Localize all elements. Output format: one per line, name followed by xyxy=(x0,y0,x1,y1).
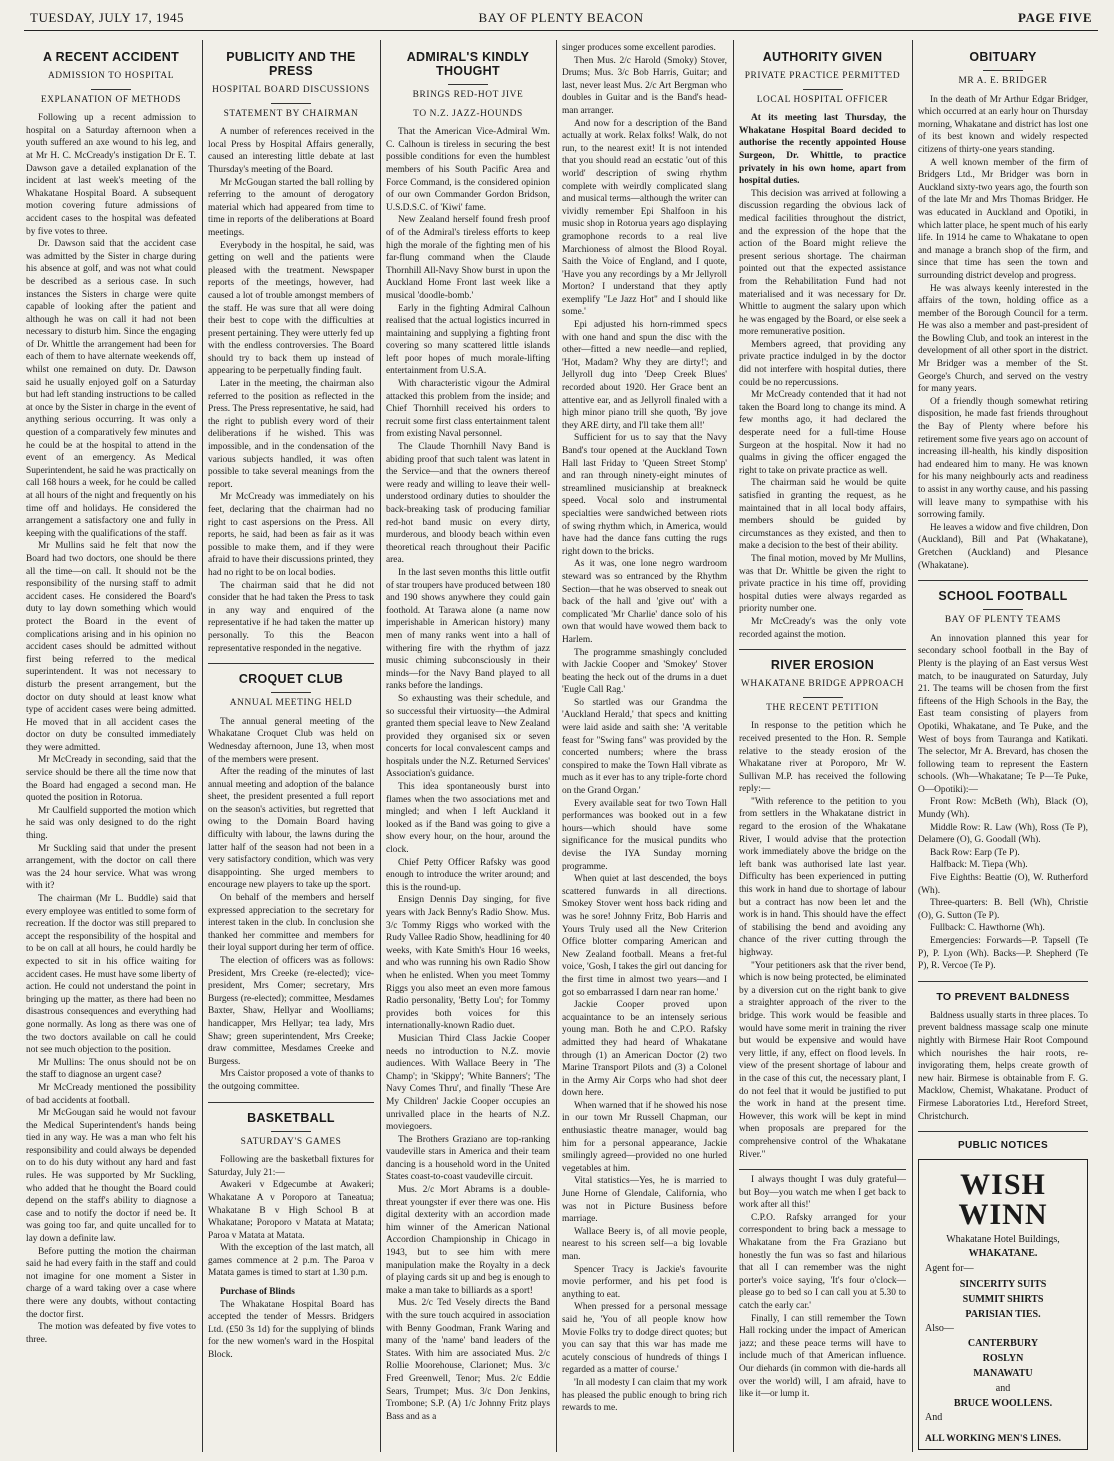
ad-brand: BRUCE WOOLLENS. xyxy=(953,1398,1053,1410)
ad-also: Also— xyxy=(925,1322,954,1334)
paragraph: The Whakatane Hospital Board has accepted the tender of Messrs. Bridgers Ltd. (£50 3s 1d) for the supplying of blinds for the new women's ward in the Hospital Block. xyxy=(208,1299,374,1361)
authority-subhead-2: LOCAL HOSPITAL OFFICER xyxy=(756,94,889,105)
paragraph: So startled was our Grandma the 'Auckland Herald,' that specs and knitting were laid aside and saith she: 'A veritable feast for "Swing fans" was provided by the concerted numbers; where the brass conspired to make the Town Hall vibrate as much as it ever has to any triple-forte chord on the Grand Organ.' xyxy=(562,697,727,797)
column-2 xyxy=(208,42,374,1452)
lineup-line: Five Eighths: Beattie (O), W. Rutherford (Wh). xyxy=(918,873,1088,896)
admiral-subhead-2: TO N.Z. JAZZ-HOUNDS xyxy=(413,108,523,119)
paragraph: Mr McCready's was the only vote recorded against the motion. xyxy=(739,616,906,640)
publicity-subhead-2: STATEMENT BY CHAIRMAN xyxy=(223,108,359,119)
lineup-line: Back Row: Earp (Te P). xyxy=(930,847,1020,858)
section-divider xyxy=(918,1131,1088,1132)
paragraph: Ensign Dennis Day singing, for five years with Jack Benny's Radio Show. Mus. 3/c Tommy Riggs who worked with the Rudy Vallee Radio Show, headlining for 40 weeks, with Kate Smith's Hour 16 weeks, and who was running his own Radio Show when he enlisted. When you meet Tommy Riggs you also meet an even more famous Radio personality, 'Betty Lou'; for Tommy provides both voices for this internationally-known Radio duet. xyxy=(386,895,550,1032)
paragraph: C.P.O. Rafsky arranged for your correspondent to bring back a message to Whakatane from the Fra Graziano but honestly the fun was so fast and hilarious that all I can remember was the night porter's voice saying, 'It's four o'clock—please go to bed so I can call you at 5.30 to catch the early car.' xyxy=(739,1212,906,1312)
publicity-headline: PUBLICITY AND THE PRESS xyxy=(226,50,356,78)
paragraph: When warned that if he showed his nose in our town Mr Russell Chapman, our enthusiastic theatre manager, would bag him for a personal appearance, Jackie smilingly agreed—provided no one hurled vegetables at him. xyxy=(562,1100,727,1174)
paragraph: So exhausting was their schedule, and so successful their virtuosity—the Admiral granted them special leave to New Zealand provided they organised six or seven concerts for local convalescent camps and hospitals under the N.Z. Returned Services' Association's guidance. xyxy=(386,693,550,780)
paragraph: "Your petitioners ask that the river bend, which is now being protected, be eliminated by a diversion cut on the right bank to give a straighter approach of the river to the bridge. This work would be feasible and would have some merit in training the river but would be expensive and would have very little, if any, effect on flood levels. In view of the present shortage of labour and in the case of this cut, the necessary plant, I do not feel that it would be justified to put the work in hand at the present time. However, this work will be kept in mind when proposals are prepared for the comprehensive control of the Whakatane River." xyxy=(739,960,906,1160)
paragraph: Baldness usually starts in three places. To prevent baldness massage scalp one minute nightly with Birmese Hair Root Compound which nourishes the hair roots, re-invigorating them, helps create growth of new hair. Birmese is obtainable from F. G. Macklow, Chemist, Whakatane. Product of Firmese Laboratories Ltd., Hereford Street, Christchurch. xyxy=(918,1010,1088,1122)
section-divider xyxy=(208,1102,374,1103)
paragraph: Mus. 2/c Mort Abrams is a double-threat youngster if ever there was one. His digital dexterity with an accordion made him winner of the American National Accordion Championship in Chicago in 1943, but to see him with mere manipulation make the Royalty in a deck of playing cards sit up and beg is enough to make a man take to billiards as a sport! xyxy=(386,1185,550,1296)
paragraph: Finally, I can still remember the Town Hall rocking under the impact of American jazz; and these peace terms will have to include much of that American influence. Our diehards (in common with die-hards all over the world) will, I am afraid, have to like it—or lump it. xyxy=(739,1313,906,1400)
divider xyxy=(803,89,843,90)
masthead-paper-name: BAY OF PLENTY BEACON xyxy=(478,10,644,25)
paragraph: Following are the basketball fixtures for Saturday, July 21:— xyxy=(208,1155,374,1178)
paragraph: Mus. 2/c Ted Vesely directs the Band with the sure touch acquired in association with Benny Goodman, Frank Waring and many of the 'name' band leaders of the States. With him are associated Mus. 2/c Rollie Moorehouse, Clarionet; Mus. 3/c Fred Greenwell, Tenor; Mus. 2/c Eddie Sears, Trumpet; Mus. 3/c Don Jenkins, Trombone; S.P. (A) 1/c Johnny Fritz plays Bass and as a xyxy=(386,1298,550,1422)
paragraph: And now for a description of the Band actually at work. Relax folks! Walk, do not run, to the nearest exit! It is not intended that you should read an ecstatic 'out of this world' description of swing rhythm complete with weirdly complicated slang and musical terms—although the writer can vividly remember Epi Shalfoon in his music shop in Rotorua years ago displaying gramophone records to a real live Marchioness of almost the Blood Royal. Saith the Voice of England, and I quote, 'Have you any recordings by a Mr Jellyroll Morton? I understand that they aptly exemplify "Le Jazz Hot" and I should like some.' xyxy=(562,118,727,318)
ad-title: WISH WINN xyxy=(958,1167,1048,1231)
paragraph: Mr McGougan started the ball rolling by referring to the amount of derogatory material which had appeared from time to time in reports of the deliberations at Board meetings. xyxy=(208,177,374,238)
ad-brand: SUMMIT SHIRTS xyxy=(962,1293,1044,1305)
public-notices-heading: PUBLIC NOTICES xyxy=(957,1140,1049,1152)
paragraph: With the exception of the last match, all games commence at 2 p.m. The Paroa v Matata games is timed to start at 1.30 p.m. xyxy=(208,1243,374,1279)
paragraph: Then Mus. 2/c Harold (Smoky) Stover, Drums; Mus. 3/c Bob Harris, Guitar; and last, never least Mus. 2/c Art Bergman who doubles in Guitar and is the Band's head-man arranger. xyxy=(562,55,727,116)
lineup-line: Halfback: M. Tiepa (Wh). xyxy=(930,860,1028,871)
paragraph: Mr Mullins said he felt that now the Board had two doctors, one should be there all the time—on call. It should not be the responsibility of the nursing staff to admit accident cases. He considered the Board's duty to lay down something which would protect the Board in the event of complications arising and in his opinion no accident cases should be admitted without first being referred to the medical superintendent. It was not necessary to disturb the present arrangement, but the doctor on duty should at least know what type of accident cases were being admitted. He moved that in all accident cases the doctor on duty be consulted immediately they were admitted. xyxy=(26,541,196,753)
paragraph: In the last seven months this little outfit of star troupers have produced between 180 and 190 shows anywhere they could gain foothold. At Tarawa alone (a name now imperishable in American history) many men of many ranks went into a hall of withering fire with the rhythm of jazz music chiming subconsciously in their minds—for the Navy Band played to all ranks before the landings. xyxy=(386,567,550,692)
paragraph: Every available seat for two Town Hall performances was booked out in a few hours—which should have some significance for the musical pundits who devise the IYA Sunday morning programme. xyxy=(562,798,727,872)
paragraph: Mr McGougan said he would not favour the Medical Superintendent's hands being tied in any way. He was a man who felt his responsibility and could always be depended on to do his duty without any hard and fast rules. He was supported by Mr Suckling, who added that he thought the Board could depend on the staff's ability to diagnose a case and to notify the doctor if need be. It was going too far, and quite uncalled for to lay down a definite law. xyxy=(26,1108,196,1245)
paragraph: Mr McCready was immediately on his feet, declaring that the chairman had no right to cast aspersions on the Press. All reports, he said, had been as fair as it was possible to make them, and if they were afraid to have their discussions printed, they had no right to be on local bodies. xyxy=(208,492,374,578)
paragraph: Vital statistics—Yes, he is married to June Horne of Glendale, California, who was not in Picture Business before marriage. xyxy=(562,1176,727,1225)
admiral-subhead-1: BRINGS RED-HOT JIVE xyxy=(412,90,524,100)
section-divider xyxy=(918,580,1088,581)
paragraph: When pressed for a personal message said he, 'You of all people know how Movie Folks try to dodge direct quotes; but you can say that this war has made me acutely conscious of hundreds of things I regarded as a matter of course.' xyxy=(562,1302,727,1376)
paragraph: That the American Vice-Admiral Wm. C. Calhoun is tireless in securing the best possible conditions for even the humblest members of his South Pacific Area and Force Command, is the considered opinion of our own Commander Gordon Bridson, U.S.D.S.C. of 'Kiwi' fame. xyxy=(386,127,550,213)
basketball-headline: BASKETBALL xyxy=(247,1110,335,1125)
ad-footer: ALL WORKING MEN'S LINES. xyxy=(925,1433,1062,1444)
paragraph: The election of officers was as follows: President, Mrs Creeke (re-elected); vice-president, Mrs Comer; secretary, Mrs Burgess (re-elected); committee, Mesdames Baxter, Shaw, Hellyar and Woolliams; handicapper, Mrs Hellyar; tea lady, Mrs Shaw; green superintendent, Mrs Creeke; draw committee, Mesdames Creeke and Burgess. xyxy=(208,956,374,1067)
obituary-headline: OBITUARY xyxy=(969,50,1037,64)
divider xyxy=(983,609,1023,610)
column-5 xyxy=(739,42,906,1452)
football-subhead: BAY OF PLENTY TEAMS xyxy=(944,615,1062,626)
section-divider xyxy=(208,663,374,664)
paragraph: I always thought I was duly grateful—but Boy—you watch me when I get back to work after all this!' xyxy=(739,1175,906,1211)
section-divider xyxy=(739,649,906,650)
croquet-headline: CROQUET CLUB xyxy=(238,672,344,687)
paragraph: This decision was arrived at following a discussion regarding the obvious lack of medical facilities throughout the district, and the expression of the hope that the action of the Board might relieve the present serious shortage. The chairman pointed out that the expected assistance from the Rehabilitation Fund had not materialised and it was necessary for Dr. Whittle to augment the salary upon which he was engaged by the Board, or else seek a more remunerative position. xyxy=(739,188,906,338)
divider xyxy=(271,692,311,693)
lineup-line: Emergencies: Forwards—P. Tapsell (Te P), P. Lyon (Wh). Backs—P. Shepherd (Te P), R. Vercoe (Te P). xyxy=(918,936,1088,972)
paragraph: Chief Petty Officer Rafsky was good enough to introduce the writer around; and this is the round-up. xyxy=(386,857,550,893)
paragraph: The chairman said that he did not consider that he had taken the Press to task in any way and enquired of the representative if he had taken the matter up personally. To this the Beacon representative responded in the negative. xyxy=(208,580,374,654)
paragraph: He was always keenly interested in the affairs of the town, holding office as a member of the Borough Council for a term. He was also a member and past-president of the Bowling Club, and took an interest in the development of all other sport in the district. Mr Bridger was a member of the St. George's Church, and served on the vestry for many years. xyxy=(918,283,1088,395)
ad-brand: and xyxy=(995,1383,1011,1395)
paragraph: Mr Mullins: The onus should not be on the staff to diagnose an urgent case? xyxy=(26,1057,196,1081)
column-3 xyxy=(386,42,550,1452)
divider xyxy=(448,84,488,85)
masthead-date: TUESDAY, JULY 17, 1945 xyxy=(30,10,185,25)
divider xyxy=(91,89,131,90)
paragraph: "With reference to the petition to you from settlers in the Whakatane district in regard to the erosion of the Whakatane River, I would advise that the protection work immediately above the bridge on the left bank was authorised late last year. Difficulty has been experienced in putting this work in hand due to shortage of labour but a contract has now been let and the work is in hand. This should have the effect of stabilising the bend and avoiding any chance of the river cutting through the highway. xyxy=(739,796,906,958)
croquet-subhead: ANNUAL MEETING HELD xyxy=(229,698,353,709)
obituary-subhead: MR A. E. BRIDGER xyxy=(958,76,1048,86)
ad-brand: ROSLYN xyxy=(982,1353,1024,1365)
paragraph: 'In all modesty I can claim that my work has pleased the public enough to bring rich rewards to me. xyxy=(562,1377,727,1414)
paragraph: Musician Third Class Jackie Cooper needs no introduction to N.Z. movie audiences. With Wallace Beery in 'The Champ'; in 'Skippy'; 'White Banners'; 'The Navy Comes Thru', and finally 'These Are My Children' Jackie Cooper occupies an unrivalled place in the hearts of N.Z. moviegoers. xyxy=(386,1033,550,1133)
column-rule xyxy=(380,40,381,1452)
divider xyxy=(983,70,1023,71)
paragraph: A well known member of the firm of Bridgers Ltd., Mr Bridger was born in Auckland sixty-two years ago, the fourth son of the late Mr and Mrs Thomas Bridger. He was educated in Auckland and Opotiki, in which latter place, he spent much of his early life. In 1914 he came to Whakatane to open and manage a branch shop of the firm, and since that time has seen the town and surrounding district develop and progress. xyxy=(918,157,1088,281)
blinds-heading: Purchase of Blinds xyxy=(220,1287,295,1298)
paragraph: Mr Suckling said that under the present arrangement, with the doctor on call there was the 24 hour service. What was wrong with it? xyxy=(26,843,196,892)
lineup-line: Middle Row: R. Law (Wh), Ross (Te P), Delamere (O), G. Goodall (Wh). xyxy=(918,822,1088,846)
accident-headline: A RECENT ACCIDENT xyxy=(42,50,180,64)
ad-brand: CANTERBURY xyxy=(967,1338,1039,1350)
paragraph: In response to the petition which he received presented to the Hon. R. Semple relative to the steady erosion of the Whakatane river at Poroporo, Mr W. Sullivan M.P. has received the following reply:— xyxy=(739,721,906,795)
paragraph: The motion was defeated by five votes to three. xyxy=(26,1322,196,1345)
paragraph: The annual general meeting of the Whakatane Croquet Club was held on Wednesday afternoon, June 13, when most of the members were present. xyxy=(208,716,374,765)
paragraph: With characteristic vigour the Admiral attacked this problem from the inside; and Chief Thornhill received his orders to recruit some first class entertainment talent from existing Naval personnel. xyxy=(386,379,550,440)
paragraph: The chairman (Mr L. Buddle) said that every employee was entitled to some form of recreation. If the doctor was still prepared to accept the responsibility of the hospital and to be on call at all hours, he could hardly be expected to sit in his office waiting for accident cases. He must have some liberty of action. He could not understand the point in bringing up the matter, as there had been no disastrous consequences and everything had gone normally. As long as there was one of the two doctors available on call he could not see much objection to the position. xyxy=(26,894,196,1056)
paragraph: He leaves a widow and five children, Don (Auckland), Bill and Pat (Whakatane), Gretchen (Auckland) and Plesance (Whakatane). xyxy=(918,522,1088,571)
lineup-line: Three-quarters: B. Bell (Wh), Christie (O), G. Sutton (Te P). xyxy=(918,898,1088,921)
paragraph: Awakeri v Edgecumbe at Awakeri; Whakatane A v Poroporo at Taneatua; Whakatane B v High School B at Whakatane; Poroporo v Matata at Matata; Paroa v Matata at Matata. xyxy=(208,1180,374,1241)
paragraph: Jackie Cooper proved upon acquaintance to be an intensely serious young man. Both he and C.P.O. Rafsky admitted they had heard of Whakatane through (1) an American Doctor (2) two Marine Transport Pilots and (3) a Colonel in the Army Air Corps who had shot deer down here. xyxy=(562,1000,727,1099)
paragraph: The Claude Thornhill Navy Band is abiding proof that such talent was latent in the Service—and that the owners thereof were ready and willing to leave their well-understood ordinary duties to shoulder the back-breaking task of producing familiar red-hot band music on every dirty, murderous, and bloody beach within even theoretical reach throughout their Pacific area. xyxy=(386,442,550,566)
accident-subhead-2: EXPLANATION OF METHODS xyxy=(40,94,182,105)
baldness-headline: TO PREVENT BALDNESS xyxy=(936,990,1070,1003)
paragraph: The Brothers Graziano are top-ranking vaudeville stars in America and their team dancing is a household word in the United States coast-to-coast vaudeville circuit. xyxy=(386,1134,550,1183)
paragraph: Epi adjusted his horn-rimmed specs with one hand and spun the disc with the other—fitted a new needle—and replied, 'Hot, Madam? Why they are dirty!'; and Jellyroll dug into 'Deep Creek Blues' recorded about 1920. Her Grace bent an attentive ear, and as Jellyroll finaled with a high minor piano trill she quoth, 'By jove they ARE dirty, and I'll take them all!' xyxy=(562,320,727,431)
paragraph: singer produces some excellent parodies. xyxy=(562,43,716,53)
ad-brand: PARISIAN TIES. xyxy=(965,1308,1041,1320)
lineup-line: Fullback: C. Hawthorne (Wh). xyxy=(930,923,1045,934)
paragraph: An innovation planned this year for secondary school football in the Bay of Plenty is the playing of an East versus West match, to be inaugurated on Saturday, July 21. The teams will be chosen from the first fifteens of the High Schools in the Bay, the East team consisting of players from Opotiki, Whakatane, and Te Puke, and the West of boys from Tauranga and Katikati. The selector, Mr A. Brevard, has chosen the following team to represent the Eastern schools. (Wh—Whakatane; Te P—Te Puke, O—Opotiki):— xyxy=(918,633,1088,795)
paragraph: Early in the fighting Admiral Calhoun realised that the actual logistics incurred in maintaining and supplying a fighting front covering so many scattered little islands left poor hopes of much morale-lifting entertainment from U.S.A. xyxy=(386,303,550,377)
river-headline: RIVER EROSION xyxy=(770,658,875,673)
publicity-subhead-1: HOSPITAL BOARD DISCUSSIONS xyxy=(212,85,370,95)
paragraph: Mr Caulfield supported the motion which he said was only designed to do the right thing. xyxy=(26,805,196,842)
authority-subhead-1: PRIVATE PRACTICE PERMITTED xyxy=(744,71,901,81)
admiral-headline: ADMIRAL'S KINDLY THOUGHT xyxy=(406,50,530,78)
paragraph: The chairman said he would be quite satisfied in granting the request, as he maintained that in all local body affairs, members should be guided by circumstances as they existed, and then to make a decision to the best of their ability. xyxy=(739,478,906,552)
paragraph: Mrs Caistor proposed a vote of thanks to the outgoing committee. xyxy=(208,1069,374,1092)
authority-lead: At its meeting last Thursday, the Whakatane Hospital Board decided to authorise the recently appointed House Surgeon, Dr. Whittle, to practice privately in his own home, apart from hospital duties. xyxy=(739,113,906,187)
basketball-subhead: SATURDAY'S GAMES xyxy=(240,1136,342,1147)
paragraph: In the death of Mr Arthur Edgar Bridger, which occurred at an early hour on Thursday morning, Whakatane and district has lost one of its best known and widely respected citizens of thirty-one years standing. xyxy=(918,94,1088,155)
paragraph: Members agreed, that providing any private practice indulged in by the doctor did not interfere with hospital duties, there could be no repercussions. xyxy=(739,339,906,388)
masthead xyxy=(24,4,1098,31)
paragraph: As it was, one lone negro wardroom steward was so entranced by the Rhythm Section—that he was observed to sneak out back of the hall and 'give out' with a complicated 'Mr Charlie' dance solo of his own that would have wowed them back to Harlem. xyxy=(562,559,727,645)
paragraph: Dr. Dawson said that the accident case was admitted by the Sister in charge during his absence at golf, and was not what could be described as a serious case. In such instances the Sisters in charge were quite capable of looking after the patient and although he was on call it had not been necessary to disturb him. Since the engaging of Dr. Whittle the arrangement had been for each of them to have alternate weekends off, whilst one remained on duty. Dr. Dawson said he usually enjoyed golf on a Saturday but had left standing instructions to be called at once by the Sister in charge in the event of anything serious occurring. It was only a question of a comparatively few minutes and he could be at the hospital to attend in the event of an emergency. As Medical Superintendent, he said he was practically on call 168 hours a week, for he could be called at all hours of the night and frequently on his time off and holidays. He considered the arrangement a satisfactory one and fully in keeping with the qualifications of the staff. xyxy=(26,239,196,539)
masthead-page-number: PAGE FIVE xyxy=(1018,10,1092,25)
paragraph: After the reading of the minutes of last annual meeting and adoption of the balance sheet, the president presented a full report on the season's activities, but regretted that owing to the Domain Board having difficulty with labour, the lawns during the latter half of the season had not been in a very satisfactory condition, which was very disappointing. She urged members to encourage new players to take up the sport. xyxy=(208,767,374,891)
paragraph: Before putting the motion the chairman said he had every faith in the staff and could not imagine for one moment a Sister in charge of a ward taking over a case where there were any doubts, without contacting the doctor first. xyxy=(26,1246,196,1320)
paragraph: Mr McCready in seconding, said that the service should be there all the time now that the Board had engaged a second man. He quoted the position in Rotorua. xyxy=(26,755,196,804)
paragraph: Of a friendly though somewhat retiring disposition, he made fast friends throughout the Bay of Plenty where before his retirement some five years ago on account of increasing ill-health, his kindly disposition had endeared him to many. He was known for his many neighbourly acts and readiness to assist in any worthy cause, and his passing will leave many to sympathise with his sorrowing family. xyxy=(918,396,1088,521)
column-rule xyxy=(202,40,203,1452)
ad-brand: MANAWATU xyxy=(973,1368,1033,1380)
football-headline: SCHOOL FOOTBALL xyxy=(938,589,1068,604)
column-1 xyxy=(26,42,196,1452)
ad-and: And xyxy=(925,1412,943,1424)
paragraph: Mr McCready mentioned the possibility of bad accidents at football. xyxy=(26,1082,196,1106)
divider xyxy=(271,1131,311,1132)
wish-winn-advertisement xyxy=(918,1159,1088,1451)
column-rule xyxy=(912,40,913,1452)
paragraph: A number of references received in the local Press by Hospital Affairs generally, caused an interesting little debate at last Thursday's meeting of the Board. xyxy=(208,127,374,175)
section-divider xyxy=(918,981,1088,982)
paragraph: New Zealand herself found fresh proof of of the Admiral's tireless efforts to keep high the morale of the fighting men of his far-flung command when the Claude Thornhill All-Navy Show burst in upon the Auckland Home Front last week like a musical 'doodle-bomb.' xyxy=(386,215,550,301)
paragraph: Later in the meeting, the chairman also referred to the position as reflected in the Press. The Press representative, he said, had the right to publish every word of their deliberations if he wished. This was impossible, and in the condensation of the various subjects handled, it was often possible to take several meanings from the report. xyxy=(208,379,374,490)
accident-subhead-1: ADMISSION TO HOSPITAL xyxy=(47,71,175,81)
ad-address-town: WHAKATANE. xyxy=(968,1248,1038,1260)
river-subhead-1: WHAKATANE BRIDGE APPROACH xyxy=(740,679,905,690)
column-4 xyxy=(562,42,727,1452)
paragraph: When quiet at last descended, the boys scattered funwards in all directions. Smokey Stover went hoss back riding and was he sore! Johnny Fritz, Bob Harris and Yours Truly used all the New Criterion Office blotter comparing American and New Zealand football. Means a fret-ful voice, 'Gosh, I takes the girl out dancing for the first time in almost two years—and I got so embarrassed I darn near ran home.' xyxy=(562,874,727,998)
divider xyxy=(271,103,311,104)
paragraph: Sufficient for us to say that the Navy Band's tour opened at the Auckland Town Hall last Friday to 'Queen Street Stomp' and ran through ninety-eight minutes of streamlined musicianship at breakneck speed. Vocal solo and instrumental specialties were sandwiched between riots of swing rhythm which, in America, would have had the dance fans cutting the rugs right down to the bricks. xyxy=(562,433,727,557)
ad-agent-for: Agent for— xyxy=(925,1262,974,1274)
column-6 xyxy=(918,42,1088,1452)
paragraph: Everybody in the hospital, he said, was getting on well and the patients were pleased with the treatment. Newspaper reports of the meetings, however, had caused a lot of trouble amongst members of the staff. He was sure that all were doing their best to cope with the difficulties at present pertaining. They were utterly fed up with the endless controversies. The Board should try to back them up instead of appearing to be perpetually finding fault. xyxy=(208,240,374,377)
lineup-line: Front Row: McBeth (Wh), Black (O), Mundy (Wh). xyxy=(918,797,1088,821)
paragraph: Mr McCready contended that it had not taken the Board long to change its mind. A few months ago, it had declared the desperate need for a full-time House Surgeon at the hospital. Now it had no qualms in giving the officer engaged the right to take on private practice as well. xyxy=(739,390,906,476)
paragraph: Following up a recent admission to hospital on a Saturday afternoon when a youth suffered an axe wound to his leg, and at Mr H. C. McCready's instigation Dr E. T. Dawson gave a detailed explanation of the incident at last week's meeting of the Whakatane Hospital Board. A subsequent motion covering future admissions of accident cases to the hospital was defeated by five votes to three. xyxy=(26,113,196,237)
paragraph: This idea spontaneously burst into flames when the two associations met and mingled; and when I left Auckland it looked as if the Band was going to give a show every hour, on the hour, around the clock. xyxy=(386,782,550,856)
divider xyxy=(803,697,843,698)
authority-headline: AUTHORITY GIVEN xyxy=(762,50,883,64)
paragraph: On behalf of the members and herself expressed appreciation to the secretary for interest taken in the club. In conclusion she thanked her committee and members for their loyal support during her term of office. xyxy=(208,893,374,954)
ad-address-line: Whakatane Hotel Buildings, xyxy=(946,1233,1060,1245)
ad-brand: SINCERITY SUITS xyxy=(959,1278,1047,1290)
column-rule xyxy=(733,40,734,1452)
river-subhead-2: THE RECENT PETITION xyxy=(766,702,879,713)
paragraph: The final motion, moved by Mr Mullins, was that Dr. Whittle be given the right to private practice in his time off, providing hospital duties were always regarded as priority number one. xyxy=(739,553,906,615)
section-divider xyxy=(739,1169,906,1170)
column-rule xyxy=(556,40,557,1452)
paragraph: Spencer Tracy is Jackie's favourite movie performer, and his pet food is anything to eat. xyxy=(562,1264,727,1300)
accident-body xyxy=(26,112,196,1346)
paragraph: Wallace Beery is, of all movie people, nearest to his screen self—a big lovable man. xyxy=(562,1226,727,1262)
paragraph: The programme smashingly concluded with Jackie Cooper and 'Smokey' Stover beating the heck out of the drums in a duet 'Eugle Call Rag.' xyxy=(562,647,727,696)
